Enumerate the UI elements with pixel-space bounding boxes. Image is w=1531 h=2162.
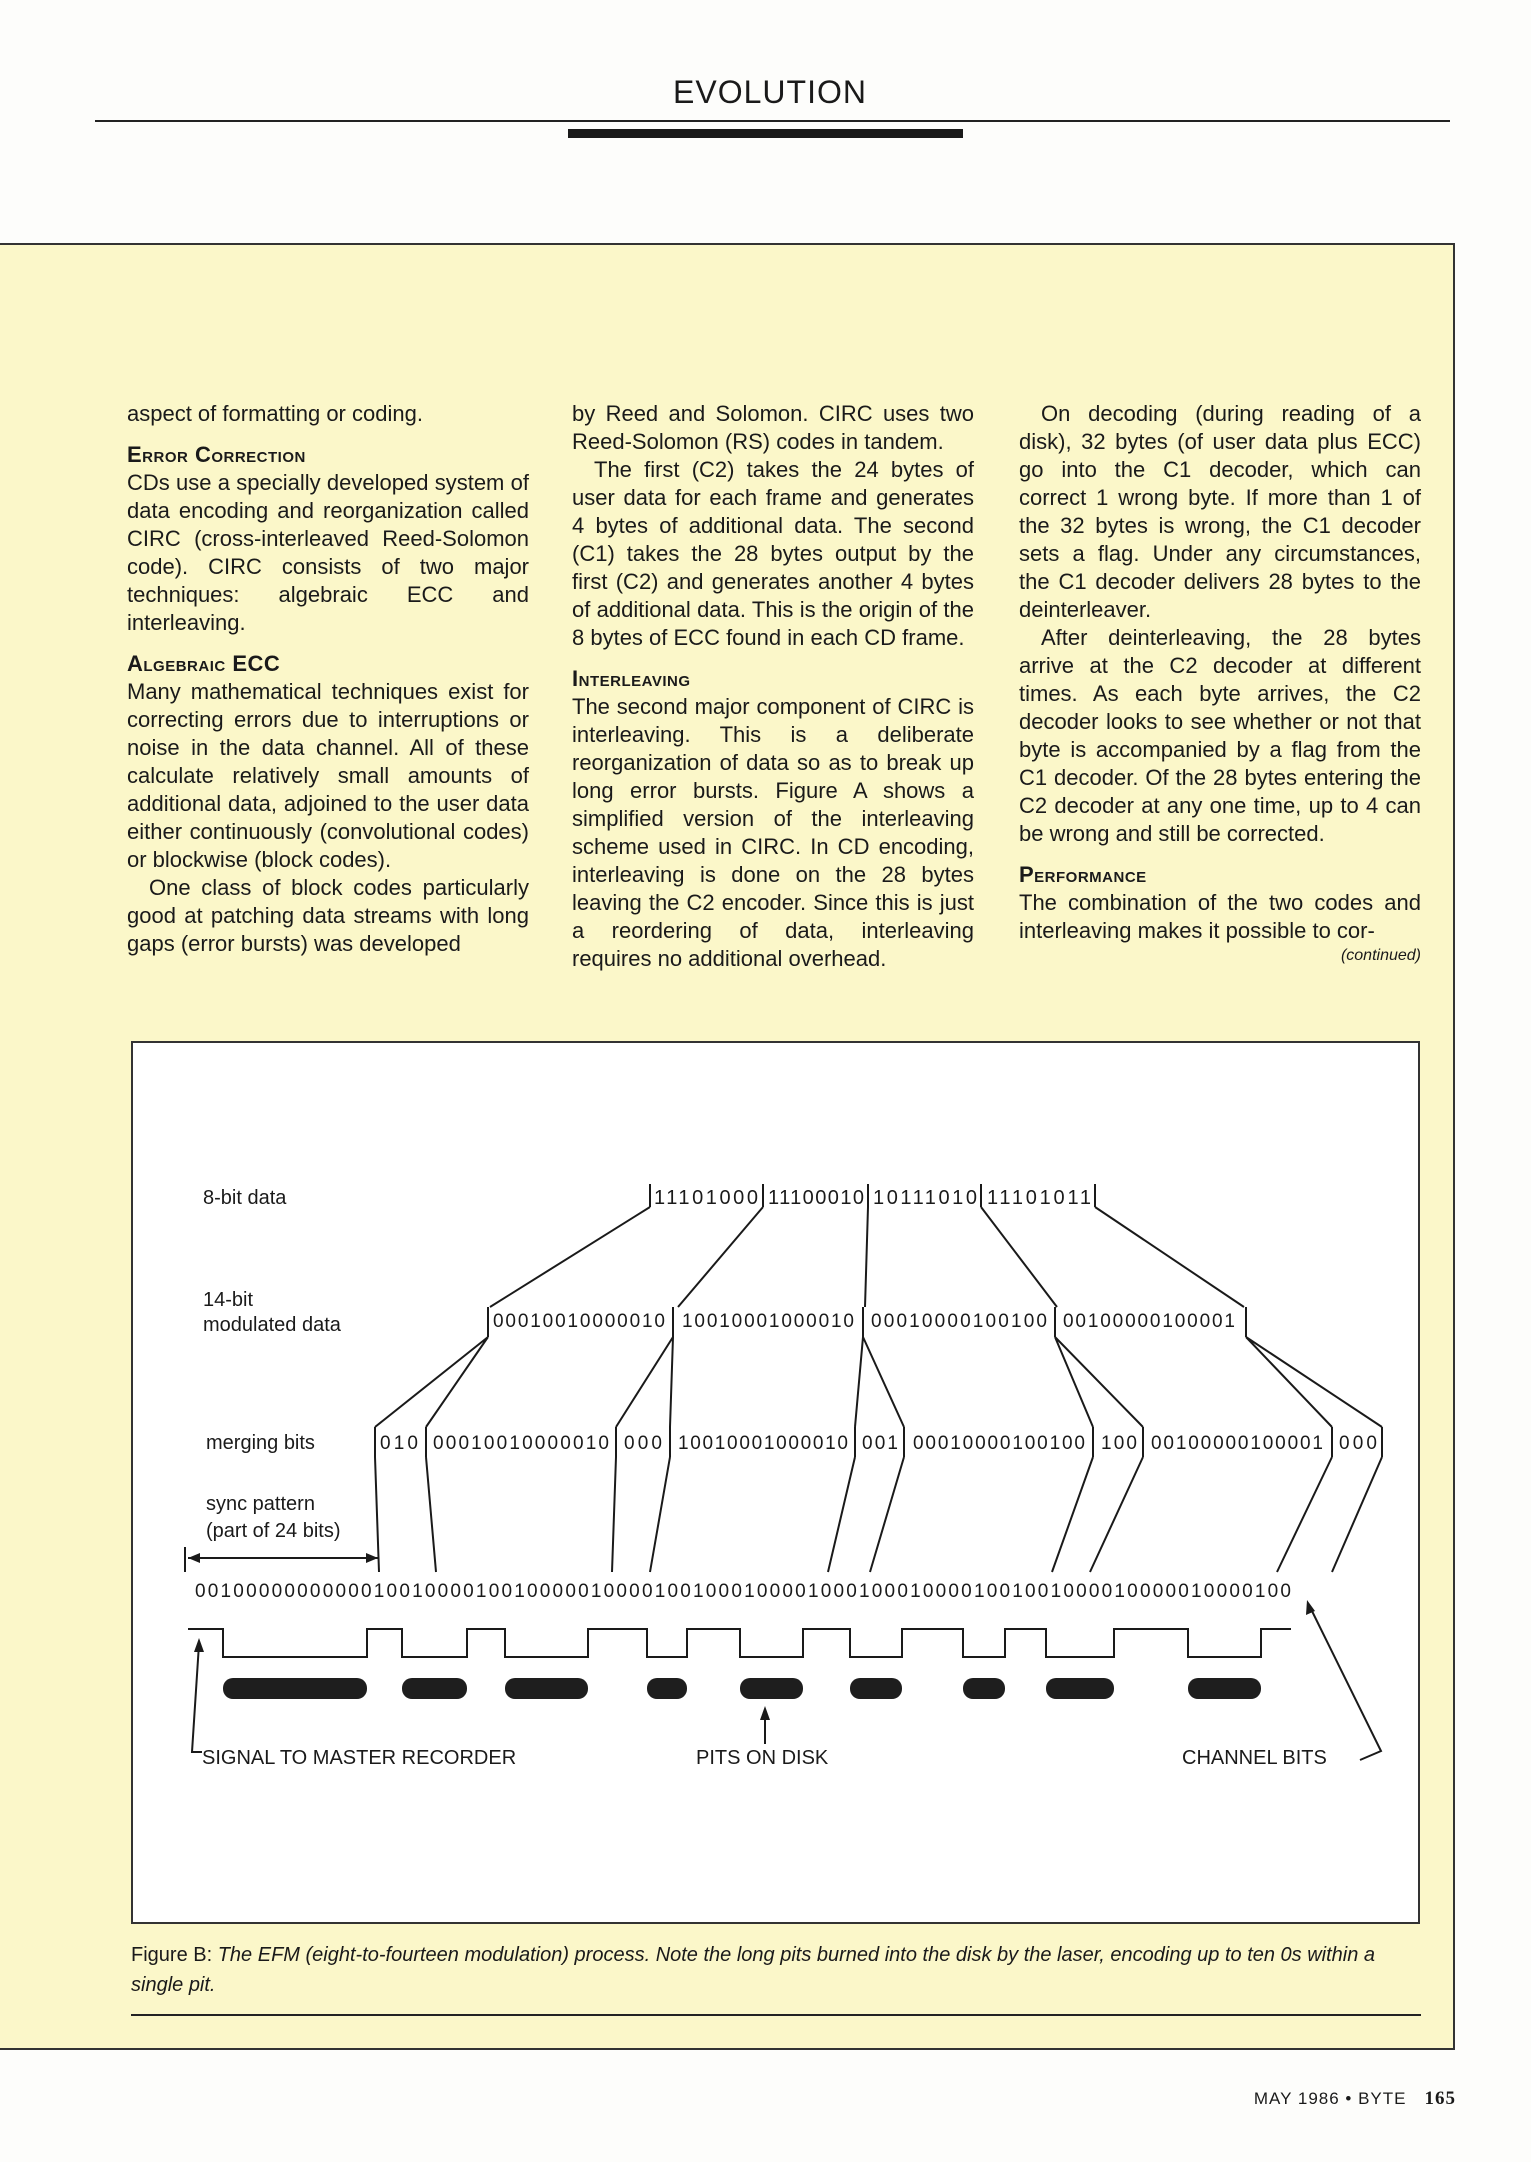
pit	[223, 1678, 367, 1699]
pit	[740, 1678, 803, 1699]
pit	[850, 1678, 902, 1699]
label-channel-bits: CHANNEL BITS	[1182, 1747, 1327, 1769]
merge-bits: 100	[1101, 1433, 1137, 1454]
merge-word: 10010001000010	[678, 1433, 848, 1454]
label-pits-on-disk: PITS ON DISK	[696, 1747, 829, 1769]
caption-text: The EFM (eight-to-fourteen modulation) process. Note the long pits burned into the disk by the laser, encoding up to ten 0s within a single pit.	[131, 1944, 1376, 1996]
paragraph: The first (C2) takes the 24 bytes of user data for each frame and generates 4 bytes of additional data. The second (C1) takes the 28 bytes output by the first (C2) and generates another 4 bytes of additional data. This is the origin of the 8 bytes of ECC found in each CD frame.	[572, 457, 974, 650]
word-4: 00100000100001	[1063, 1311, 1235, 1332]
heading-error-correction: Error Correction	[127, 442, 306, 467]
pit	[505, 1678, 588, 1699]
issue-info: MAY 1986 • BYTE	[1253, 2089, 1407, 2108]
heading-performance: Performance	[1019, 862, 1147, 887]
byte-4: 11101011	[987, 1187, 1091, 1209]
eight-bit-row	[654, 1187, 1091, 1209]
merge-bits: 000	[624, 1433, 662, 1454]
merging-row	[380, 1433, 1377, 1454]
merge-word: 00010010000010	[433, 1433, 609, 1454]
page-footer	[1254, 2088, 1456, 2110]
label-14bit: 14-bit	[203, 1289, 254, 1311]
row-labels	[203, 1187, 342, 1542]
merge-bits: 001	[862, 1433, 898, 1454]
bottom-labels	[202, 1747, 1327, 1769]
merge-word: 00100000100001	[1151, 1433, 1323, 1454]
continued-note: (continued)	[1340, 947, 1421, 964]
word-3: 00010000100100	[871, 1311, 1047, 1332]
label-8bit: 8-bit data	[203, 1187, 287, 1209]
section-title: EVOLUTION	[673, 74, 867, 110]
pits-on-disk	[223, 1678, 1261, 1699]
pit	[1046, 1678, 1114, 1699]
paragraph: The combination of the two codes and interleaving makes it possible to cor-	[1019, 890, 1421, 943]
caption-rule	[131, 2014, 1421, 2016]
pit	[1188, 1678, 1261, 1699]
connector-lines	[185, 1184, 1382, 1760]
label-sync-part: (part of 24 bits)	[206, 1520, 341, 1542]
figure-caption	[131, 1940, 1421, 2000]
heading-algebraic-ecc: Algebraic ECC	[127, 651, 281, 676]
paragraph: One class of block codes particularly good at patching data streams with long gaps (error bursts) was developed	[127, 875, 529, 956]
paragraph: Many mathematical techniques exist for correcting errors due to interruptions or noise in the data channel. All of these calculate relatively small amounts of additional data, adjoined to the user data either continuously (convolutional codes) or blockwise (block codes).	[127, 679, 529, 872]
paragraph: On decoding (during reading of a disk), 32 bytes (of user data plus ECC) go into the C1 decoder, which can correct 1 wrong byte. If more than 1 of the 32 bytes is wrong, the C1 decoder sets a flag. Under any circumstances, the C1 decoder delivers 28 bytes to the deinterleaver.	[1019, 401, 1421, 622]
figure-efm-diagram	[131, 1041, 1420, 1924]
caption-label: Figure B:	[131, 1944, 213, 1966]
paragraph: aspect of formatting or coding.	[127, 401, 423, 426]
page-number: 165	[1424, 2088, 1456, 2109]
pit	[402, 1678, 467, 1699]
paragraph: After deinterleaving, the 28 bytes arrive at the C2 decoder at different times. As each byte arrives, the C2 decoder looks to see whether or not that byte is accompanied by a flag from the C1 decoder. Of the 28 bytes entering the C2 decoder at any one time, up to 4 can be wrong and still be corrected.	[1019, 625, 1421, 846]
byte-3: 10111010	[873, 1187, 977, 1209]
merge-bits: 010	[380, 1433, 418, 1454]
paragraph: CDs use a specially developed system of data encoding and reorganization called CIRC (cross-interleaved Reed-Solomon code). CIRC consists of two major techniques: algebraic ECC and interleaving.	[127, 470, 529, 635]
merge-bits: 000	[1339, 1433, 1377, 1454]
pit	[647, 1678, 687, 1699]
signal-waveform	[188, 1629, 1291, 1657]
channel-bits-string: 00100000000000100100001001000001000010010001000010001000100001001001000010000010000100	[195, 1581, 1291, 1602]
label-signal-to-master-recorder: SIGNAL TO MASTER RECORDER	[202, 1747, 517, 1769]
label-merging: merging bits	[206, 1432, 315, 1454]
label-sync: sync pattern	[206, 1493, 315, 1515]
paragraph: The second major component of CIRC is interleaving. This is a deliberate reorganization of data so as to break up long error bursts. Figure A shows a simplified version of the interleaving scheme used in CIRC. In CD encoding, interleaving is done on the 28 bytes leaving the C2 encoder. Since this is just a reordering of data, interleaving requires no additional overhead.	[572, 694, 974, 971]
paragraph: by Reed and Solomon. CIRC uses two Reed-Solomon (RS) codes in tandem.	[572, 401, 974, 454]
byte-2: 11100010	[768, 1187, 864, 1209]
word-2: 10010001000010	[682, 1311, 854, 1332]
word-1: 00010010000010	[493, 1311, 665, 1332]
heading-interleaving: Interleaving	[572, 666, 691, 691]
label-modulated: modulated data	[203, 1314, 341, 1336]
merge-word: 00010000100100	[913, 1433, 1085, 1454]
pit	[963, 1678, 1005, 1699]
byte-1: 11101000	[654, 1187, 758, 1209]
